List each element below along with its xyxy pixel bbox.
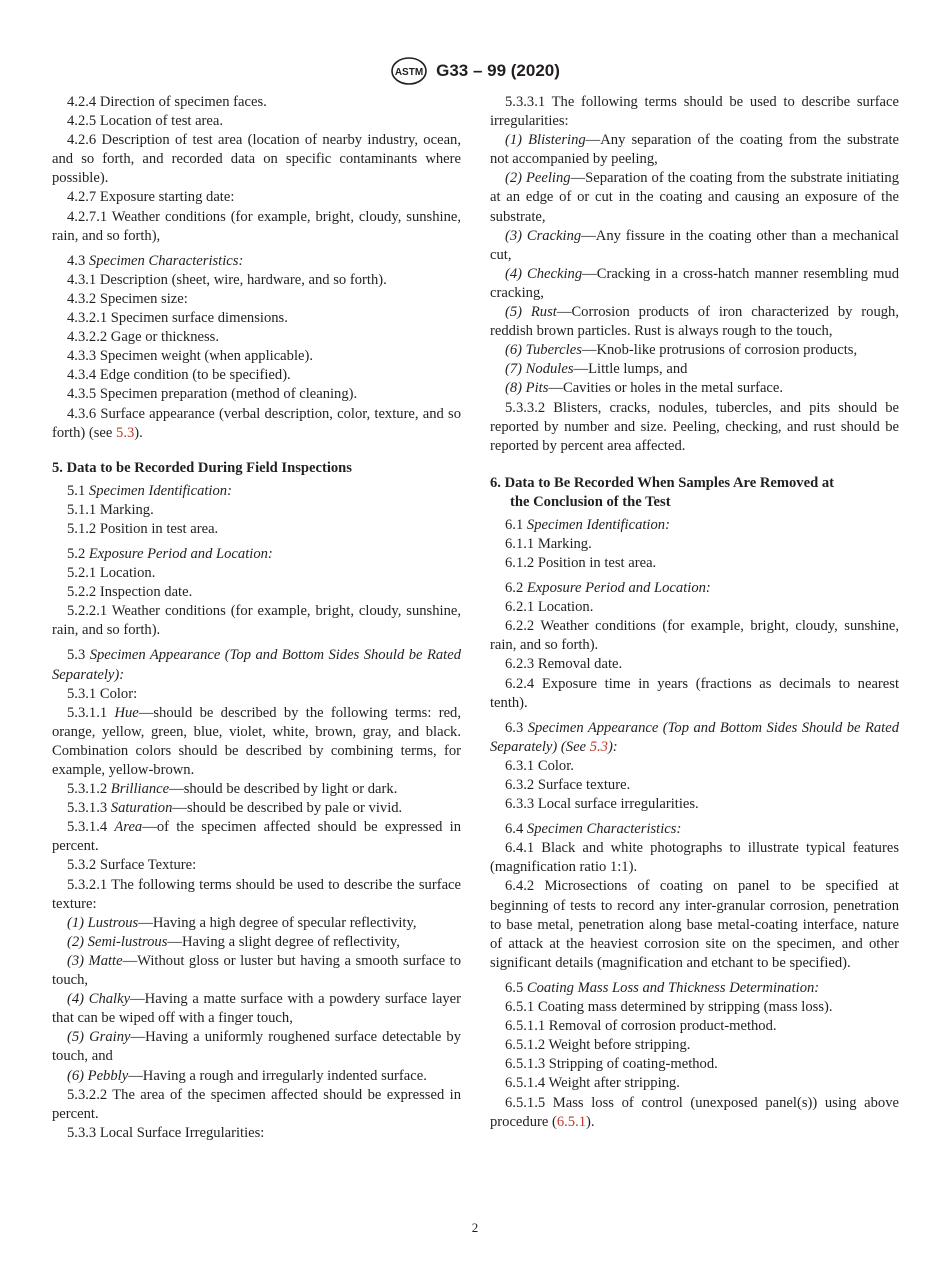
paragraph: 5.3.1.3 Saturation—should be described by pale or vivid. [67,800,403,817]
paragraph: (5) Grainy—Having a uniformly roughened surface detectable by touch, and [52,1029,461,1065]
paragraph: 5.3.1.2 Brilliance—should be described by light or dark. [67,781,398,798]
paragraph: 6.1 Specimen Identification: [505,516,670,533]
paragraph: 6.2.4 Exposure time in years (fractions as decimals to nearest tenth). [490,675,899,711]
paragraph: 6.4.2 Microsections of coating on panel to be specified at beginning of tests to record any inter-granular corrosion, penetration to base metal, penetration along base metal-coating interface, nature of attack at the heaviest corrosion site on the specimen, and other significant details (magnification and etchant to be specified). [490,878,899,971]
paragraph: (1) Blistering—Any separation of the coating from the substrate not accompanied by peeling, [490,132,899,168]
paragraph: 6.2.2 Weather conditions (for example, bright, cloudy, sunshine, rain, and so forth). [490,618,899,654]
paragraph: 4.3.4 Edge condition (to be specified). [67,367,291,384]
astm-logo-icon [390,56,428,86]
paragraph: (2) Peeling—Separation of the coating from the substrate initiating at an edge of or cut in the coating and causing an exposure of the substrate, [490,170,899,225]
page-number: 2 [471,1220,479,1235]
paragraph: (8) Pits—Cavities or holes in the metal surface. [505,380,784,397]
paragraph: 4.2.7 Exposure starting date: [67,189,235,206]
paragraph: 6.2.1 Location. [505,599,594,616]
paragraph: 4.3.2.2 Gage or thickness. [67,329,219,346]
paragraph: 5.1.2 Position in test area. [67,520,219,537]
section-link-5-3[interactable]: 5.3 [589,738,608,755]
paragraph: 6.3.1 Color. [505,757,574,774]
paragraph: (4) Checking—Cracking in a cross-hatch manner resembling mud cracking, [490,265,899,301]
paragraph: 5.3 Specimen Appearance (Top and Bottom Sides Should be Rated Separately): [52,647,461,683]
paragraph: 5.3.1.4 Area—of the specimen affected should be expressed in percent. [52,819,461,855]
paragraph: 5.3.2.1 The following terms should be used to describe the surface texture: [52,876,461,912]
paragraph: 4.2.6 Description of test area (location of nearby industry, ocean, and so forth, and recorded data on specific contaminants where possible). [52,132,461,187]
paragraph: (5) Rust—Corrosion products of iron characterized by rough, reddish brown particles. Rust is always rough to the touch, [490,304,899,340]
paragraph: 5.1 Specimen Identification: [67,482,232,499]
paragraph: 6.1.1 Marking. [505,535,592,552]
right-column [490,93,899,1132]
paragraph: (7) Nodules—Little lumps, and [505,361,688,378]
paragraph: 4.3.5 Specimen preparation (method of cleaning). [67,386,358,403]
section-heading-6: 6. Data to Be Recorded When Samples Are Removed at the Conclusion of the Test [490,474,835,510]
paragraph: 4.2.7.1 Weather conditions (for example, bright, cloudy, sunshine, rain, and so forth), [52,208,461,244]
paragraph: 6.2.3 Removal date. [505,656,623,673]
paragraph: 5.3.3.1 The following terms should be used to describe surface irregularities: [490,94,899,130]
paragraph: (3) Cracking—Any fissure in the coating other than a mechanical cut, [490,227,899,263]
paragraph: 4.2.4 Direction of specimen faces. [67,94,267,110]
paragraph: 5.3.3.2 Blisters, cracks, nodules, tubercles, and pits should be reported by number and size. Peeling, checking, and rust should be reported by percent area affected. [490,399,899,454]
paragraph: (2) Semi-lustrous—Having a slight degree of reflectivity, [67,933,400,950]
section-link-5-3[interactable]: 5.3 [116,424,135,441]
section-heading-5: 5. Data to be Recorded During Field Inspections [52,459,352,476]
paragraph: 6.3.3 Local surface irregularities. [505,796,699,813]
paragraph: 6.4 Specimen Characteristics: [505,821,682,838]
paragraph: 5.3.1.1 Hue—should be described by the following terms: red, orange, yellow, green, blue, violet, white, brown, gray, and black. Combination colors should be described by combining terms, for example, yellow-brown. [52,704,461,778]
paragraph: (3) Matte—Without gloss or luster but having a smooth surface to touch, [52,952,461,989]
paragraph: 5.3.1 Color: [67,685,138,702]
paragraph: 4.3.2 Specimen size: [67,290,188,307]
paragraph: 4.3.1 Description (sheet, wire, hardware, and so forth). [67,271,387,288]
paragraph: 6.3 Specimen Appearance (Top and Bottom Sides Should be Rated Separately) (See 5.3): [490,719,899,755]
paragraph: 5.2 Exposure Period and Location: [67,545,273,562]
paragraph: 6.3.2 Surface texture. [505,777,631,793]
paragraph: 5.1.1 Marking. [67,501,154,518]
paragraph: 5.2.2.1 Weather conditions (for example, bright, cloudy, sunshine, rain, and so forth). [52,603,461,639]
paragraph: (1) Lustrous—Having a high degree of specular reflectivity, [67,914,417,931]
paragraph: 5.2.1 Location. [67,565,156,582]
paragraph: 4.3.2.1 Specimen surface dimensions. [67,310,288,327]
paragraph: 6.4.1 Black and white photographs to illustrate typical features (magnification ratio 1:1). [490,840,899,876]
paragraph: 5.3.2 Surface Texture: [67,857,197,874]
page-header [0,56,950,86]
paragraph: 5.3.3 Local Surface Irregularities: [67,1124,265,1141]
paragraph: 4.3.6 Surface appearance (verbal description, color, texture, and so forth) (see 5.3). [52,405,461,441]
paragraph: 6.5.1.3 Stripping of coating-method. [505,1056,718,1073]
paragraph: 5.3.2.2 The area of the specimen affected should be expressed in percent. [52,1086,461,1122]
document-id: G33 – 99 (2020) [436,61,560,80]
paragraph: 4.3.3 Specimen weight (when applicable). [67,348,313,365]
paragraph: 6.1.2 Position in test area. [505,554,657,571]
paragraph: 6.5 Coating Mass Loss and Thickness Determination: [505,979,820,996]
paragraph: 6.5.1.5 Mass loss of control (unexposed panel(s)) using above procedure (6.5.1). [490,1094,899,1130]
paragraph: (4) Chalky—Having a matte surface with a powdery surface layer that can be wiped off with a finger touch, [52,991,461,1027]
paragraph: 6.5.1 Coating mass determined by stripping (mass loss). [505,999,833,1016]
svg-text:ASTM: ASTM [394,67,424,78]
paragraph: 6.5.1.2 Weight before stripping. [505,1037,691,1054]
paragraph: 6.5.1.4 Weight after stripping. [505,1075,680,1092]
left-column [52,93,461,1143]
paragraph: 6.2 Exposure Period and Location: [505,580,711,597]
paragraph: 4.3 Specimen Characteristics: [67,252,244,269]
paragraph: 4.2.5 Location of test area. [67,113,224,130]
paragraph: (6) Tubercles—Knob-like protrusions of corrosion products, [505,342,858,359]
paragraph: 5.2.2 Inspection date. [67,584,193,601]
section-link-6-5-1[interactable]: 6.5.1 [556,1113,587,1130]
paragraph: (6) Pebbly—Having a rough and irregularly indented surface. [67,1067,427,1084]
paragraph: 6.5.1.1 Removal of corrosion product-method. [505,1018,777,1035]
